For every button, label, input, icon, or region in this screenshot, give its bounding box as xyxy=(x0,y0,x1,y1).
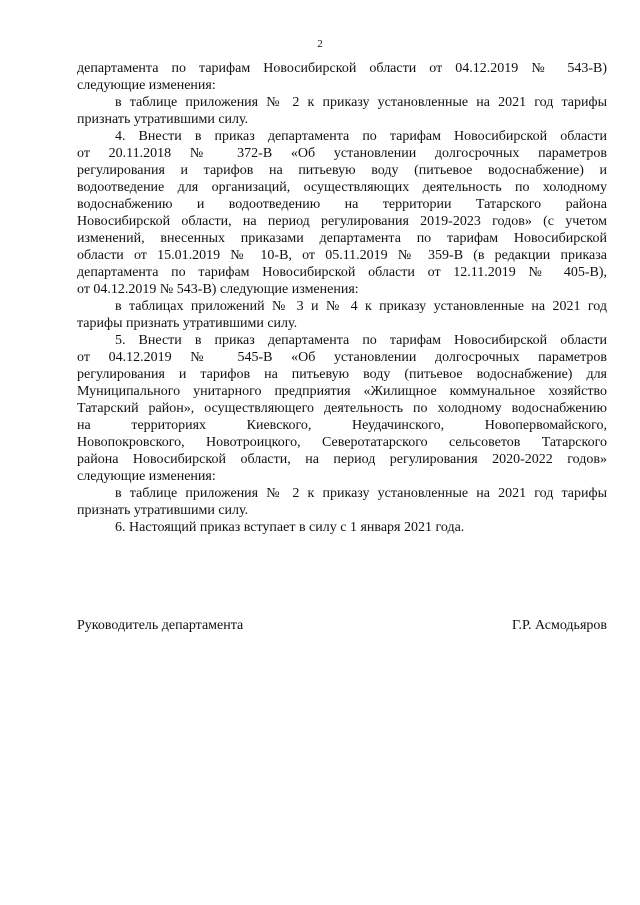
text-line: регулирования и тарифов на питьевую воду (питьевое водоснабжение) для xyxy=(77,367,607,382)
text-line: 5. Внести в приказ департамента по тарифам Новосибирской области xyxy=(115,333,607,348)
text-line: района Новосибирской области, на период регулирования 2020-2022 годов» xyxy=(77,452,607,467)
text-line: в таблице приложения № 2 к приказу установленные на 2021 год тарифы xyxy=(115,486,607,501)
text-line: признать утратившими силу. xyxy=(77,112,249,127)
text-line: следующие изменения: xyxy=(77,78,216,93)
text-line: водоснабжению и водоотведению на территории Татарского района xyxy=(77,197,607,212)
text-line: водоотведение для организаций, осуществляющих деятельность по холодному xyxy=(77,180,607,195)
text-line: в таблице приложения № 2 к приказу установленные на 2021 год тарифы xyxy=(115,95,607,110)
text-line: Муниципального унитарного предприятия «Жилищное коммунальное хозяйство xyxy=(77,384,607,399)
text-line: департамента по тарифам Новосибирской области от 12.11.2019 № 405-В), xyxy=(77,265,607,280)
signatory-position: Руководитель департамента xyxy=(77,618,244,633)
text-line: регулирования и тарифов на питьевую воду (питьевое водоснабжение) и xyxy=(77,163,607,178)
text-line: Татарский район», осуществляющего деятельность по холодному водоснабжению xyxy=(77,401,607,416)
text-line: 6. Настоящий приказ вступает в силу с 1 января 2021 года. xyxy=(115,520,465,535)
signature-block xyxy=(77,617,607,634)
signatory-name: Г.Р. Асмодьяров xyxy=(511,618,607,633)
text-line: Новосибирской области, на период регулирования 2019-2023 годов» (с учетом xyxy=(77,214,607,229)
text-line: от 04.12.2019 № 543-В) следующие изменения: xyxy=(77,282,359,297)
text-line: от 20.11.2018 № 372-В «Об установлении долгосрочных параметров xyxy=(77,146,607,161)
page-number: 2 xyxy=(317,38,323,50)
text-line: тарифы признать утратившими силу. xyxy=(77,316,298,331)
text-line: изменений, внесенных приказами департамента по тарифам Новосибирской xyxy=(77,231,607,246)
text-line: в таблицах приложений № 3 и № 4 к приказу установленные на 2021 год xyxy=(115,299,607,314)
text-line: 4. Внести в приказ департамента по тарифам Новосибирской области xyxy=(115,129,607,144)
text-line: признать утратившими силу. xyxy=(77,503,249,518)
text-line: на территориях Киевского, Неудачинского, Новопервомайского, xyxy=(77,418,607,433)
text-line: от 04.12.2019 № 545-В «Об установлении долгосрочных параметров xyxy=(77,350,607,365)
text-line: области от 15.01.2019 № 10-В, от 05.11.2019 № 359-В (в редакции приказа xyxy=(77,248,607,263)
document-body xyxy=(77,60,607,536)
text-line: следующие изменения: xyxy=(77,469,216,484)
text-line: Новопокровского, Новотроицкого, Северотатарского сельсоветов Татарского xyxy=(77,435,607,450)
text-line: департамента по тарифам Новосибирской области от 04.12.2019 № 543-В) xyxy=(77,61,607,76)
